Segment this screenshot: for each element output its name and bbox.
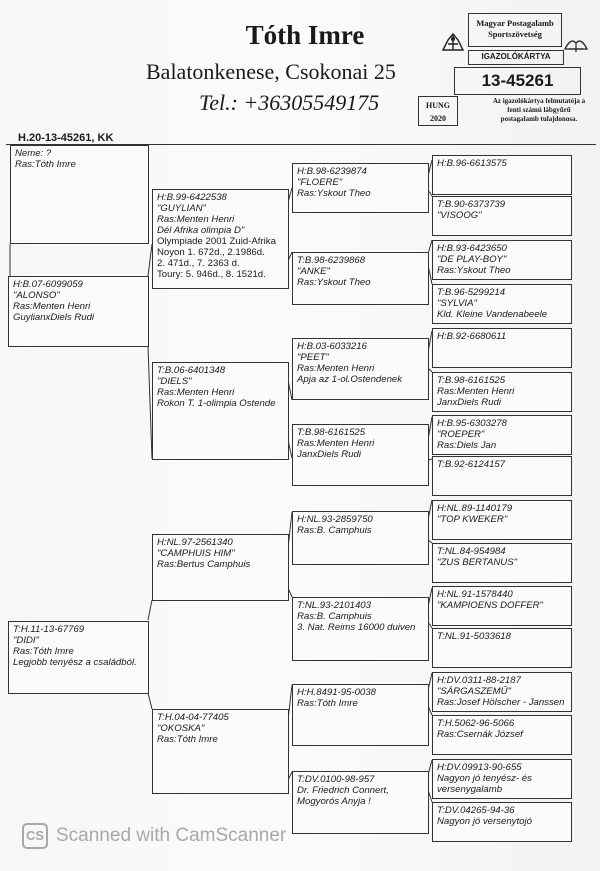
bird-name: "PEET" xyxy=(297,352,329,363)
stamp-organization: Magyar Postagalamb Sportszövetség xyxy=(468,13,562,47)
pedigree-sss xyxy=(292,163,429,213)
ring-number: H:B.96-6613575 xyxy=(437,158,507,169)
pedigree-dsds xyxy=(432,586,572,626)
pedigree-sire xyxy=(8,276,149,347)
camscanner-watermark xyxy=(22,823,286,849)
breeder: Ras:Tóth Imre xyxy=(157,734,218,745)
ring-header: H.20-13-45261, KK xyxy=(18,132,114,144)
pedigree-sddd xyxy=(432,456,572,496)
ring-number: H:B.98-6239874 xyxy=(297,166,367,177)
bird-name: "ANKE" xyxy=(297,266,330,277)
bird-name: "KAMPIOENS DOFFER" xyxy=(437,600,543,611)
ring-number: T:B.96-5299214 xyxy=(437,287,506,298)
note: Rokon T. 1-olimpia Ostende xyxy=(157,398,276,409)
bird-name: "DIDI" xyxy=(13,635,39,646)
breeder: Ras:Tóth Imre xyxy=(13,646,74,657)
ring-number: T:H.11-13-67769 xyxy=(13,624,85,635)
stamp-card-title: IGAZOLÓKÁRTYA xyxy=(468,50,564,65)
breeder: Ras:Yskout Theo xyxy=(297,277,371,288)
ring-number: T:H.5062-96-5066 xyxy=(437,718,515,729)
pedigree-ssd xyxy=(292,252,429,305)
subject-sex: Neme: ? xyxy=(15,148,52,159)
breeder: Ras:Menten Henri xyxy=(297,363,375,374)
pedigree-ssdd xyxy=(432,284,572,324)
breeder: Ras:Menten Henri xyxy=(157,214,235,225)
ring-number: T:DV.04265-94-36 xyxy=(437,805,515,816)
pedigree-ssss xyxy=(432,155,572,195)
bird-name: "FLOERE" xyxy=(297,177,343,188)
breeder: Ras:Csernák József xyxy=(437,729,523,740)
bird-name: "ALONSO" xyxy=(13,290,60,301)
owner-address: Balatonkenese, Csokonai 25 xyxy=(146,59,396,84)
note: JanxDiels Rudi xyxy=(437,397,501,408)
bird-name: "TOP KWEKER" xyxy=(437,514,508,525)
note: Nagyon jó tenyész- és xyxy=(437,773,532,784)
note: Olympiade 2001 Zuid-Afrika xyxy=(157,236,276,247)
bird-name: "OKOSKA" xyxy=(157,723,205,734)
pedigree-sdds xyxy=(432,415,572,455)
ring-number: H:NL.93-2859750 xyxy=(297,514,373,525)
stamp-country: HUNG xyxy=(426,101,450,110)
note: JanxDiels Rudi xyxy=(297,449,361,460)
ring-number: T:NL.84-954984 xyxy=(437,546,506,557)
note: Nagyon jó versenytojó xyxy=(437,816,532,827)
ring-number: H:B.95-6303278 xyxy=(437,418,507,429)
ring-number: H:H.8491-95-0038 xyxy=(297,687,376,698)
pedigree-dsd xyxy=(292,597,429,661)
breeder: Kld. Kleine Vandenabeele xyxy=(437,309,548,320)
breeder: Dr. Friedrich Connert, xyxy=(297,785,389,796)
ring-number: H:DV.09913-90-655 xyxy=(437,762,522,773)
pedigree-sire-sire xyxy=(152,189,289,289)
note: Legjobb tenyész a családból. xyxy=(13,657,137,668)
ring-number: T:H.04-04-77405 xyxy=(157,712,229,723)
pedigree-sssd xyxy=(432,196,572,236)
pedigree-dam-dam xyxy=(152,709,289,794)
pedigree-dss xyxy=(292,511,429,565)
note: Mogyorós Anyja ! xyxy=(297,796,371,807)
bird-name: "SYLVIA" xyxy=(437,298,477,309)
ring-number: T:NL.91-5033618 xyxy=(437,631,511,642)
ring-number: H:B.92-6680611 xyxy=(437,331,507,342)
ring-number: H:DV.0311-88-2187 xyxy=(437,675,521,686)
pedigree-dam xyxy=(8,621,149,694)
stamp-year: 2020 xyxy=(430,114,446,123)
pedigree-sire-dam xyxy=(152,362,289,460)
stamp-ring-number: 13-45261 xyxy=(454,67,581,95)
pedigree-dds xyxy=(292,684,429,746)
ring-number: T:B.98-6161525 xyxy=(297,427,366,438)
pedigree-subject xyxy=(10,145,149,244)
owner-name: Tóth Imre xyxy=(245,20,365,50)
note: 2. 471d., 7. 2363 d. xyxy=(157,258,240,269)
pedigree-dsss xyxy=(432,500,572,540)
camscanner-text: Scanned with CamScanner xyxy=(56,825,287,846)
bird-name: "DIELS" xyxy=(157,376,192,387)
breeder: Ras:Menten Henri xyxy=(157,387,235,398)
pedigree-ddd xyxy=(292,771,429,834)
ring-number: T:B.90-6373739 xyxy=(437,199,506,210)
note: Apja az 1-ol.Ostendenek xyxy=(297,374,403,385)
pedigree-dam-sire xyxy=(152,534,289,601)
bird-name: "GUYLIAN" xyxy=(157,203,206,214)
pedigree-dssd xyxy=(432,543,572,583)
breeder: Ras:Tóth Imre xyxy=(297,698,358,709)
ring-number: H:B.03-6033216 xyxy=(297,341,367,352)
bird-name: "ZUS BERTANUS" xyxy=(437,557,518,568)
pedigree-dsdd xyxy=(432,628,572,668)
ring-number: T:B.92-6124157 xyxy=(437,459,506,470)
breeder: Ras:Menten Henri xyxy=(437,386,515,397)
breeder: Ras:Menten Henri xyxy=(13,301,91,312)
pedigree-ddss xyxy=(432,672,572,712)
ring-number: H:B.07-6099059 xyxy=(13,279,83,290)
bird-name: "CAMPHUIS HIM" xyxy=(157,548,235,559)
subject-breeder: Ras:Tóth Imre xyxy=(15,159,76,170)
ring-number: T:DV.0100-98-957 xyxy=(297,774,375,785)
note: 3. Nat. Reims 16000 duiven xyxy=(297,622,416,633)
ring-number: H:B.93-6423650 xyxy=(437,243,507,254)
ring-number: T:B.98-6239868 xyxy=(297,255,366,266)
owner-phone: Tel.: +36305549175 xyxy=(199,90,380,115)
pedigree-sdsd xyxy=(432,372,572,412)
stamp-note: Az igazolókártya felmutatója a fenti számú lábgyűrű postagalamb tulajdonosa. xyxy=(492,97,586,123)
bird-name: "ROEPER" xyxy=(437,429,485,440)
pedigree-ssds xyxy=(432,240,572,280)
note: versenygalamb xyxy=(437,784,503,795)
breeder: Ras:Yskout Theo xyxy=(297,188,371,199)
pedigree-sdd xyxy=(292,424,429,486)
breeder: Ras:B. Camphuis xyxy=(297,611,372,622)
breeder: Ras:Bertus Camphuis xyxy=(157,559,251,570)
ring-number: T:B.98-6161525 xyxy=(437,375,506,386)
note: GuylianxDiels Rudi xyxy=(13,312,95,323)
ring-number: H:NL.97-2561340 xyxy=(157,537,233,548)
breeder: Ras:Yskout Theo xyxy=(437,265,511,276)
note: Dél Afrika olimpia D" xyxy=(157,225,245,236)
note: Toury: 5. 946d., 8. 1521d. xyxy=(157,269,266,280)
bird-name: "DE PLAY-BOY" xyxy=(437,254,507,265)
pedigree-sdss xyxy=(432,328,572,368)
pedigree-sds xyxy=(292,338,429,400)
ring-number: H:NL.89-1140179 xyxy=(437,503,513,514)
ring-number: T:NL.93-2101403 xyxy=(297,600,371,611)
ring-number: H:B.99-6422538 xyxy=(157,192,227,203)
pedigree-dddd xyxy=(432,802,572,842)
bird-name: "SÁRGASZEMŰ" xyxy=(437,686,511,697)
ring-number: H:NL.91-1578440 xyxy=(437,589,513,600)
note: Noyon 1. 672d., 2.1986d. xyxy=(157,247,265,258)
camscanner-logo-icon: CS xyxy=(22,823,48,849)
breeder: Ras:Menten Henri xyxy=(297,438,375,449)
breeder: Ras:B. Camphuis xyxy=(297,525,372,536)
breeder: Ras:Diels Jan xyxy=(437,440,497,451)
pedigree-ddds xyxy=(432,759,572,799)
pedigree-ddsd xyxy=(432,715,572,755)
breeder: Ras:Josef Hölscher - Janssen xyxy=(437,697,565,708)
ring-number: T:B.06-6401348 xyxy=(157,365,226,376)
bird-name: "VISOOG" xyxy=(437,210,482,221)
